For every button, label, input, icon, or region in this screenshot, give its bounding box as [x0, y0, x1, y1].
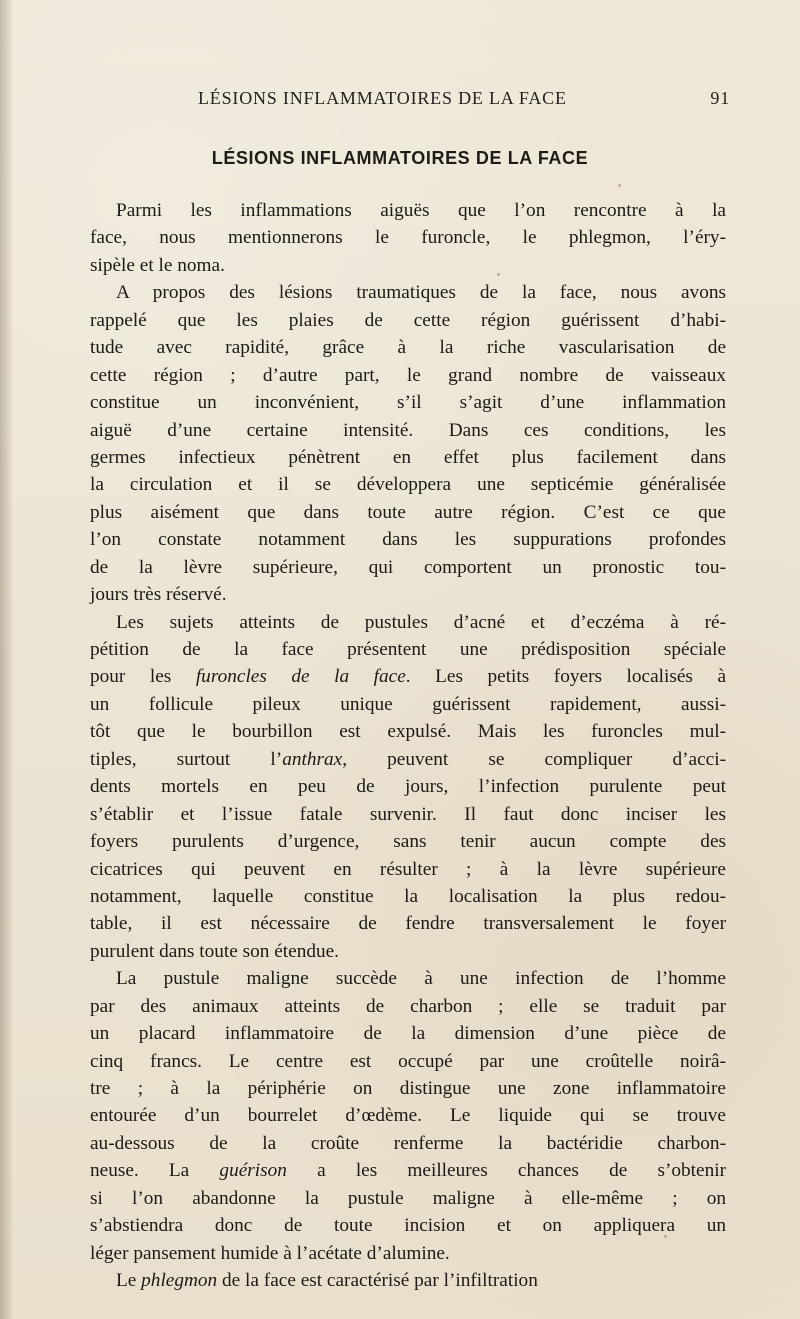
body-line: [90, 910, 726, 937]
body-line: [90, 1240, 726, 1267]
body-line: [90, 828, 726, 855]
text-segment: aiguë d’une certaine intensité. Dans ces conditions, les: [90, 419, 726, 441]
text-segment: constitue un inconvénient, s’il s’agit d’une inflammation: [90, 392, 726, 414]
body-line: [90, 1075, 726, 1102]
body-line: [90, 307, 726, 334]
text-segment: l’on constate notamment dans les suppurations profondes: [90, 529, 726, 551]
page-number: 91: [710, 88, 730, 108]
body-line: [90, 1020, 726, 1047]
body-line: [90, 197, 726, 224]
body-line: [90, 856, 726, 883]
body-line: [90, 1212, 726, 1239]
text-segment: tôt que le bourbillon est expulsé. Mais les furoncles mul-: [90, 721, 726, 743]
text-segment: s’abstiendra donc de toute incision et on appliquera un: [90, 1215, 726, 1237]
text-segment: face, nous mentionnerons le furoncle, le phlegmon, l’éry-: [90, 227, 726, 249]
text-segment: léger pansement humide à l’acétate d’alumine.: [90, 1242, 450, 1264]
text-segment: Le: [116, 1270, 142, 1292]
text-segment: sipèle et le noma.: [90, 254, 225, 276]
text-segment: jours très réservé.: [90, 584, 227, 606]
text-segment: , peuvent se compliquer d’acci-: [342, 748, 726, 770]
text-segment: tiples, surtout l’: [90, 748, 283, 770]
italic-text-segment: furoncles de la face: [195, 666, 406, 688]
text-segment: Parmi les inflammations aiguës que l’on rencontre à la: [116, 200, 726, 221]
text-segment: la circulation et il se développera une septicémie généralisée: [90, 474, 726, 496]
italic-text-segment: phlegmon: [141, 1270, 218, 1292]
italic-text-segment: anthrax: [282, 748, 343, 770]
body-line: [90, 471, 726, 498]
body-line: [90, 252, 726, 279]
body-line: [90, 636, 726, 663]
text-segment: cicatrices qui peuvent en résulter ; à la lèvre supérieure: [90, 858, 726, 880]
body-line: [90, 691, 726, 718]
body-line: [90, 1267, 726, 1294]
text-segment: dents mortels en peu de jours, l’infection purulente peut: [90, 776, 726, 798]
body-line: [90, 773, 726, 800]
body-line: [90, 444, 726, 471]
text-segment: cinq francs. Le centre est occupé par une croûtelle noirâ-: [90, 1050, 726, 1072]
text-segment: a les meilleures chances de s’obtenir: [286, 1160, 726, 1182]
text-segment: notamment, laquelle constitue la localisation la plus redou-: [90, 885, 726, 907]
text-segment: un follicule pileux unique guérissent rapidement, aussi-: [90, 693, 726, 715]
body-line: [90, 609, 726, 636]
text-segment: A propos des lésions traumatiques de la face, nous avons: [116, 282, 726, 304]
text-segment: s’établir et l’issue fatale survenir. Il faut donc inciser les: [90, 803, 726, 825]
running-title: LÉSIONS INFLAMMATOIRES DE LA FACE: [198, 88, 567, 108]
body-line: [90, 334, 726, 361]
body-line: [90, 526, 726, 553]
body-line: [90, 718, 726, 745]
body-line: [90, 389, 726, 416]
running-head: [198, 88, 730, 112]
text-segment: purulent dans toute son étendue.: [90, 940, 339, 962]
text-segment: de la lèvre supérieure, qui comportent un pronostic tou-: [90, 556, 726, 578]
text-segment: un placard inflammatoire de la dimension d’une pièce de: [90, 1023, 726, 1045]
section-heading: LÉSIONS INFLAMMATOIRES DE LA FACE: [211, 148, 589, 168]
text-segment: tude avec rapidité, grâce à la riche vascularisation de: [90, 337, 726, 359]
text-segment: La pustule maligne succède à une infection de l’homme: [116, 968, 726, 990]
text-segment: pour les: [90, 666, 196, 688]
body-line: [90, 224, 726, 251]
binding-shadow: [0, 0, 12, 1319]
text-segment: pétition de la face présentent une prédisposition spéciale: [90, 639, 726, 660]
body-line: [90, 801, 726, 828]
body-line: [90, 1157, 726, 1184]
text-segment: si l’on abandonne la pustule maligne à elle-même ; on: [90, 1187, 726, 1209]
text-segment: de la face est caractérisé par l’infiltration: [217, 1270, 538, 1292]
text-segment: germes infectieux pénètrent en effet plus facilement dans: [90, 446, 726, 468]
body-line: [90, 883, 726, 910]
text-segment: plus aisément que dans toute autre région. C’est ce que: [90, 501, 726, 523]
body-line: [90, 499, 726, 526]
text-segment: au-dessous de la croûte renferme la bactéridie charbon-: [90, 1132, 726, 1154]
body-line: [90, 1048, 726, 1075]
text-segment: foyers purulents d’urgence, sans tenir aucun compte des: [90, 831, 726, 853]
body-line: [90, 1130, 726, 1157]
paper-speck: [618, 184, 621, 187]
body-line: [90, 663, 726, 690]
body-line: [90, 938, 726, 965]
text-segment: table, il est nécessaire de fendre transversalement le foyer: [90, 913, 726, 935]
text-segment: entourée d’un bourrelet d’œdème. Le liquide qui se trouve: [90, 1105, 726, 1127]
text-segment: . Les petits foyers localisés à: [405, 666, 726, 688]
text-segment: par des animaux atteints de charbon ; elle se traduit par: [90, 995, 726, 1017]
body-line: [90, 1185, 726, 1212]
body-line: [90, 965, 726, 992]
italic-text-segment: guérison: [219, 1160, 287, 1182]
text-segment: Les sujets atteints de pustules d’acné et d’eczéma à ré-: [116, 611, 726, 633]
body-line: [90, 1102, 726, 1129]
text-segment: tre ; à la périphérie on distingue une zone inflammatoire: [90, 1078, 726, 1099]
text-segment: cette région ; d’autre part, le grand nombre de vaisseaux: [90, 364, 726, 386]
body-line: [90, 362, 726, 389]
body-line: [90, 993, 726, 1020]
text-segment: neuse. La: [90, 1160, 220, 1182]
body-line: [90, 746, 726, 773]
body-line: [90, 417, 726, 444]
text-segment: rappelé que les plaies de cette région guérissent d’habi-: [90, 309, 726, 331]
body-line: [90, 554, 726, 581]
body-line: [90, 279, 726, 306]
body-text: [90, 197, 726, 1295]
body-line: [90, 581, 726, 608]
